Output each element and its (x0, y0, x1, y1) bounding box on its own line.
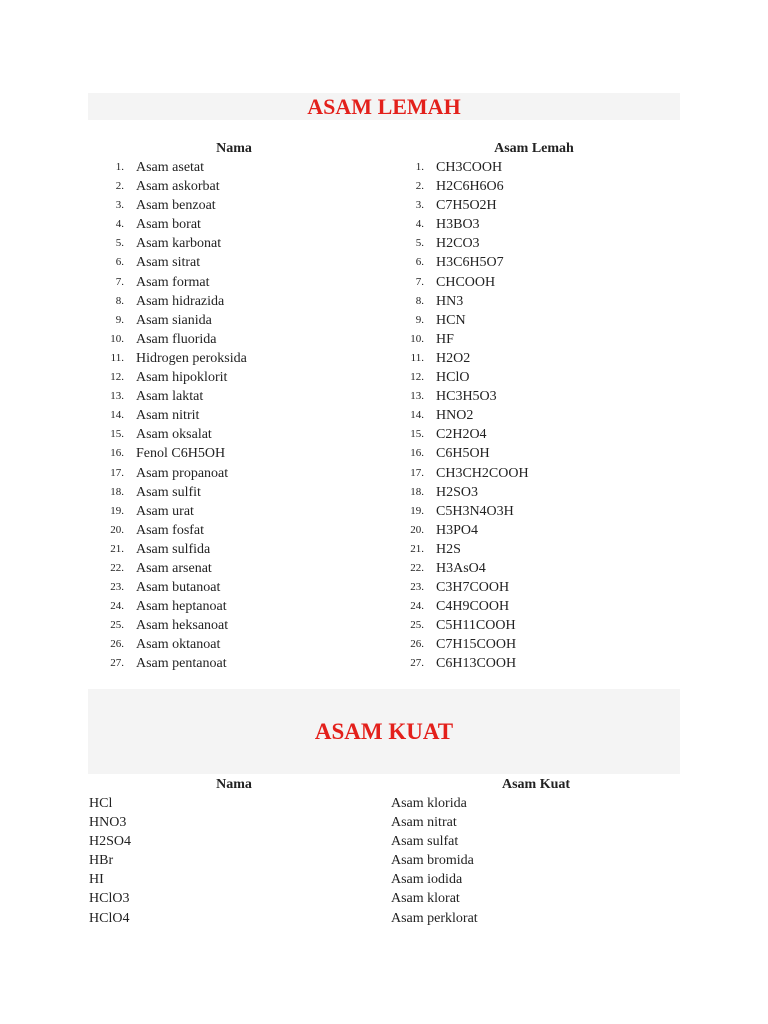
list-item (104, 444, 364, 463)
acid-name: Asam heksanoat (136, 618, 229, 634)
acid-formula: H2C6H6O6 (436, 179, 504, 195)
acid-name: Asam fosfat (136, 522, 205, 538)
acid-name: Fenol C6H5OH (136, 446, 226, 462)
acid-name: Asam sianida (136, 312, 212, 328)
item-number: 2. (115, 180, 124, 193)
item-number: 10. (110, 332, 124, 345)
item-number: 13. (410, 390, 424, 403)
acid-name: Asam asetat (136, 160, 205, 175)
item-number: 5. (415, 237, 424, 250)
acid-name: Asam hidrazida (136, 293, 225, 309)
acid-name: Asam propanoat (136, 465, 229, 481)
acid-formula: C6H13COOH (436, 656, 517, 672)
item-number: 4. (115, 218, 124, 231)
item-number: 19. (410, 504, 424, 517)
acid-name: Asam karbonat (136, 236, 222, 252)
list-item (404, 578, 694, 597)
list-item (104, 502, 364, 521)
list-item (404, 635, 694, 654)
item-number: 27. (110, 657, 124, 670)
acid-name: Asam urat (136, 503, 194, 519)
strong-acid-title: ASAM KUAT (314, 718, 454, 744)
item-number: 13. (110, 390, 124, 403)
acid-formula: HBr (89, 853, 114, 869)
list-item (104, 177, 364, 196)
acid-name: Asam fluorida (136, 331, 217, 347)
list-item (104, 616, 364, 635)
list-item (404, 387, 694, 406)
acid-formula: CHCOOH (436, 274, 496, 290)
acid-name: Asam heptanoat (136, 599, 227, 615)
item-number: 2. (415, 180, 424, 193)
list-item (104, 635, 364, 654)
item-number: 14. (410, 409, 424, 422)
item-number: 4. (415, 218, 424, 231)
acid-formula: C2H2O4 (436, 427, 487, 443)
item-number: 17. (110, 466, 124, 479)
acid-formula: C7H5O2H (436, 198, 497, 214)
acid-name: Asam sulfit (136, 484, 201, 500)
item-number: 18. (410, 485, 424, 498)
list-item (104, 521, 364, 540)
acid-formula: HCN (436, 312, 466, 328)
acid-formula: HClO4 (89, 910, 130, 926)
list-item (404, 654, 694, 673)
list-item (104, 464, 364, 483)
acid-formula: HCl (89, 796, 113, 811)
item-number: 23. (410, 581, 424, 594)
acid-formula: H2SO3 (436, 484, 479, 500)
item-number: 24. (410, 600, 424, 613)
list-item (404, 349, 694, 368)
item-number: 6. (115, 256, 124, 269)
list-item (404, 273, 694, 292)
list-item (404, 483, 694, 502)
acid-name: Asam oksalat (136, 427, 212, 443)
acid-name: Asam nitrit (136, 408, 200, 424)
acid-formula: H2CO3 (436, 236, 480, 252)
item-number: 25. (410, 619, 424, 632)
acid-name: Asam borat (136, 217, 201, 233)
item-number: 22. (110, 561, 124, 574)
item-number: 24. (110, 600, 124, 613)
acid-formula: C6H5OH (436, 446, 490, 462)
acid-formula: CH3CH2COOH (436, 465, 529, 481)
acid-name: Asam oktanoat (136, 637, 221, 653)
acid-formula: C5H3N4O3H (436, 503, 514, 519)
item-number: 19. (110, 504, 124, 517)
acid-name: Asam benzoat (136, 198, 216, 214)
item-number: 26. (110, 638, 124, 651)
acid-formula: C5H11COOH (436, 618, 516, 634)
list-item (104, 578, 364, 597)
list-item (104, 425, 364, 444)
item-number: 21. (410, 542, 424, 555)
list-item (104, 253, 364, 272)
weak-acid-title-banner (88, 93, 680, 120)
item-number: 15. (410, 428, 424, 441)
acid-name: Asam nitrat (391, 815, 457, 831)
list-item (404, 521, 694, 540)
list-item (404, 616, 694, 635)
acid-formula: H2O2 (436, 350, 471, 366)
item-number: 9. (115, 313, 124, 326)
list-item (404, 559, 694, 578)
acid-name: Asam laktat (136, 389, 204, 405)
item-number: 5. (115, 237, 124, 250)
item-number: 11. (410, 351, 424, 364)
acid-formula: HC3H5O3 (436, 389, 497, 405)
list-item (104, 292, 364, 311)
list-item (104, 597, 364, 616)
list-item (404, 311, 694, 330)
acid-formula: H2SO4 (89, 834, 132, 850)
acid-name: Hidrogen peroksida (136, 350, 247, 366)
strong-acid-title-banner (88, 689, 680, 774)
item-number: 20. (110, 523, 124, 536)
acid-name: Asam sulfat (391, 834, 459, 850)
item-number: 11. (110, 351, 124, 364)
acid-name: Asam butanoat (136, 580, 221, 596)
list-item (404, 425, 694, 444)
weak-acid-title: ASAM LEMAH (307, 93, 461, 119)
acid-formula: H3AsO4 (436, 560, 486, 576)
list-item (404, 292, 694, 311)
acid-formula: H3BO3 (436, 217, 480, 233)
list-item (104, 330, 364, 349)
item-number: 27. (410, 657, 424, 670)
list-item (404, 444, 694, 463)
acid-formula: HNO2 (436, 408, 474, 424)
list-item (104, 406, 364, 425)
acid-formula: CH3COOH (436, 160, 503, 175)
weak-acid-name-column (104, 139, 364, 674)
item-number: 9. (415, 313, 424, 326)
list-item (404, 406, 694, 425)
item-number: 16. (110, 447, 124, 460)
list-item (404, 234, 694, 253)
acid-name: Asam klorat (391, 891, 460, 907)
weak-name-header: Nama (216, 141, 252, 156)
acid-name: Asam klorida (391, 796, 467, 811)
list-item (404, 502, 694, 521)
item-number: 14. (110, 409, 124, 422)
item-number: 25. (110, 619, 124, 632)
acid-name: Asam format (136, 274, 210, 290)
acid-formula: HNO3 (89, 815, 127, 831)
item-number: 22. (410, 561, 424, 574)
strong-formula-list (89, 794, 369, 928)
item-number: 12. (410, 371, 424, 384)
acid-name: Asam arsenat (136, 560, 212, 576)
list-item (404, 215, 694, 234)
list-item (104, 158, 364, 177)
strong-acid-name-column (391, 775, 681, 928)
list-item (104, 234, 364, 253)
weak-formula-list (404, 158, 694, 674)
item-number: 1. (415, 161, 424, 173)
acid-name: Asam pentanoat (136, 656, 227, 672)
list-item (404, 597, 694, 616)
list-item (404, 540, 694, 559)
list-item (404, 177, 694, 196)
acid-formula: C3H7COOH (436, 580, 510, 596)
item-number: 10. (410, 332, 424, 345)
item-number: 6. (415, 256, 424, 269)
item-number: 7. (115, 275, 124, 288)
weak-acid-formula-column (404, 139, 694, 674)
acid-formula: C4H9COOH (436, 599, 510, 615)
item-number: 12. (110, 371, 124, 384)
weak-formula-header: Asam Lemah (494, 141, 574, 156)
list-item (404, 330, 694, 349)
acid-formula: H3C6H5O7 (436, 255, 504, 271)
strong-name-header: Nama (216, 777, 252, 792)
acid-name: Asam perklorat (391, 910, 478, 926)
item-number: 8. (415, 294, 424, 307)
list-item (404, 368, 694, 387)
item-number: 15. (110, 428, 124, 441)
item-number: 3. (415, 199, 424, 212)
item-number: 16. (410, 447, 424, 460)
acid-formula: H3PO4 (436, 522, 479, 538)
item-number: 3. (115, 199, 124, 212)
item-number: 17. (410, 466, 424, 479)
acid-formula: HF (436, 331, 454, 347)
list-item (404, 158, 694, 177)
list-item (104, 273, 364, 292)
acid-formula: HI (89, 872, 104, 888)
item-number: 23. (110, 581, 124, 594)
acid-formula: HClO (436, 370, 470, 386)
list-item (404, 253, 694, 272)
list-item (104, 215, 364, 234)
acid-formula: HClO3 (89, 891, 130, 907)
strong-formula-header: Asam Kuat (501, 777, 571, 792)
acid-formula: C7H15COOH (436, 637, 517, 653)
list-item (104, 559, 364, 578)
item-number: 20. (410, 523, 424, 536)
list-item (104, 483, 364, 502)
acid-name: Asam sulfida (136, 541, 211, 557)
item-number: 7. (415, 275, 424, 288)
strong-acid-formula-column (89, 775, 369, 928)
acid-name: Asam hipoklorit (136, 370, 228, 386)
strong-name-list (391, 794, 681, 928)
acid-name: Asam bromida (391, 853, 474, 869)
item-number: 21. (110, 542, 124, 555)
weak-name-list (104, 158, 364, 674)
list-item (104, 387, 364, 406)
acid-name: Asam iodida (391, 872, 463, 888)
list-item (104, 349, 364, 368)
list-item (404, 464, 694, 483)
acid-name: Asam askorbat (136, 179, 220, 195)
list-item (104, 654, 364, 673)
list-item (104, 311, 364, 330)
acid-name: Asam sitrat (136, 255, 201, 271)
item-number: 26. (410, 638, 424, 651)
list-item (404, 196, 694, 215)
list-item (104, 196, 364, 215)
item-number: 8. (115, 294, 124, 307)
item-number: 18. (110, 485, 124, 498)
item-number: 1. (115, 161, 124, 173)
list-item (104, 368, 364, 387)
acid-formula: HN3 (436, 293, 464, 309)
list-item (104, 540, 364, 559)
acid-formula: H2S (436, 541, 461, 557)
